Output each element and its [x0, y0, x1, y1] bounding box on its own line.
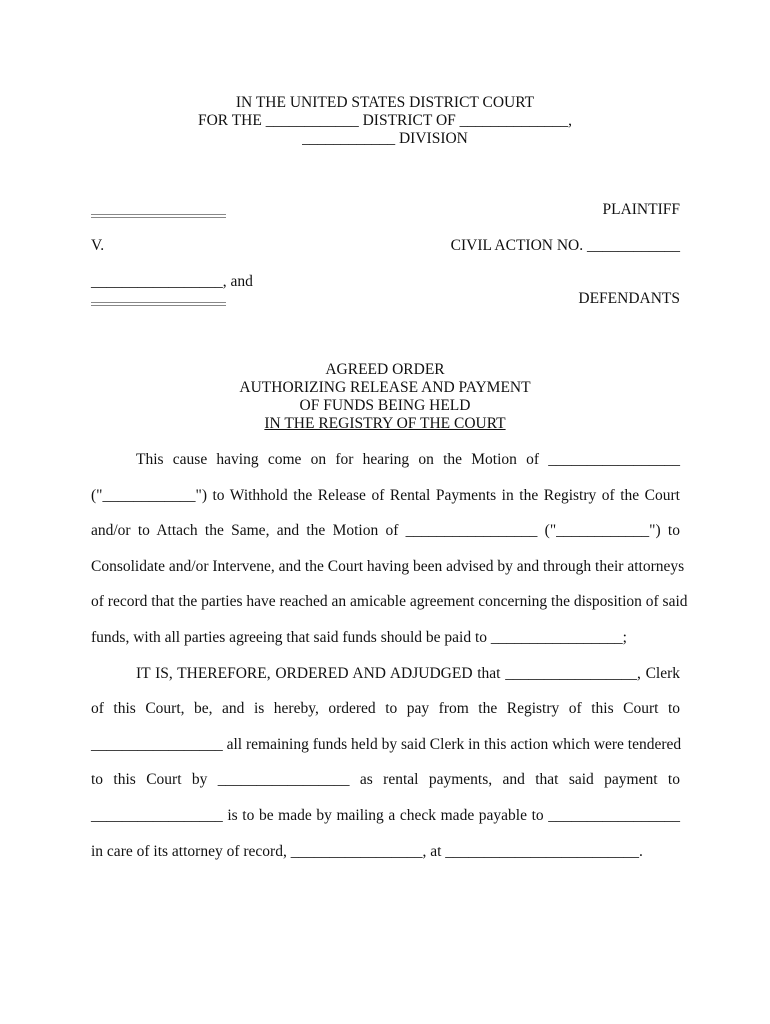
- order-title-line1: AGREED ORDER: [325, 361, 445, 378]
- court-name-line: IN THE UNITED STATES DISTRICT COURT: [235, 94, 535, 111]
- paragraph2-line3: _________________ all remaining funds held by said Clerk in this action which were tendered: [91, 736, 682, 753]
- order-title-line3: OF FUNDS BEING HELD: [299, 397, 471, 414]
- order-title-line4: [90, 415, 680, 433]
- defendants-label: DEFENDANTS: [578, 290, 680, 307]
- plaintiff-name-blank: [91, 214, 226, 218]
- paragraph1-line6: funds, with all parties agreeing that said funds should be paid to _________________;: [91, 629, 627, 646]
- order-title-line4-text: IN THE REGISTRY OF THE COURT: [264, 415, 506, 432]
- paragraph1-line2: ("____________") to Withhold the Release of Rental Payments in the Registry of the Court: [91, 487, 680, 504]
- paragraph2-line2: of this Court, be, and is hereby, ordered to pay from the Registry of this Court to: [91, 700, 680, 717]
- order-title-line2: AUTHORIZING RELEASE AND PAYMENT: [239, 379, 531, 396]
- court-district-line: FOR THE ____________ DISTRICT OF ______________,: [197, 112, 573, 129]
- versus-label: V.: [91, 237, 105, 254]
- paragraph1-line5: of record that the parties have reached an amicable agreement concerning the disposition of said: [91, 593, 688, 610]
- paragraph2-line5: _________________ is to be made by mailing a check made payable to _________________: [91, 807, 680, 824]
- civil-action-number: CIVIL ACTION NO. ____________: [450, 237, 680, 254]
- paragraph1-line3: and/or to Attach the Same, and the Motion of _________________ ("____________") to: [91, 522, 680, 539]
- plaintiff-label: PLAINTIFF: [602, 201, 680, 218]
- paragraph1-line1: This cause having come on for hearing on the Motion of _________________: [136, 451, 680, 468]
- paragraph2-line4: to this Court by _________________ as rental payments, and that said payment to: [91, 771, 680, 788]
- paragraph2-line6: in care of its attorney of record, _________________, at _________________________.: [91, 843, 643, 860]
- defendant-name-line: _________________, and: [91, 273, 253, 290]
- paragraph1-line4: Consolidate and/or Intervene, and the Court having been advised by and through their attorneys: [91, 558, 685, 575]
- paragraph2-line1: IT IS, THEREFORE, ORDERED AND ADJUDGED that _________________, Clerk: [136, 665, 680, 682]
- second-defendant-blank: [91, 302, 226, 306]
- court-division-line: ____________ DIVISION: [302, 130, 468, 147]
